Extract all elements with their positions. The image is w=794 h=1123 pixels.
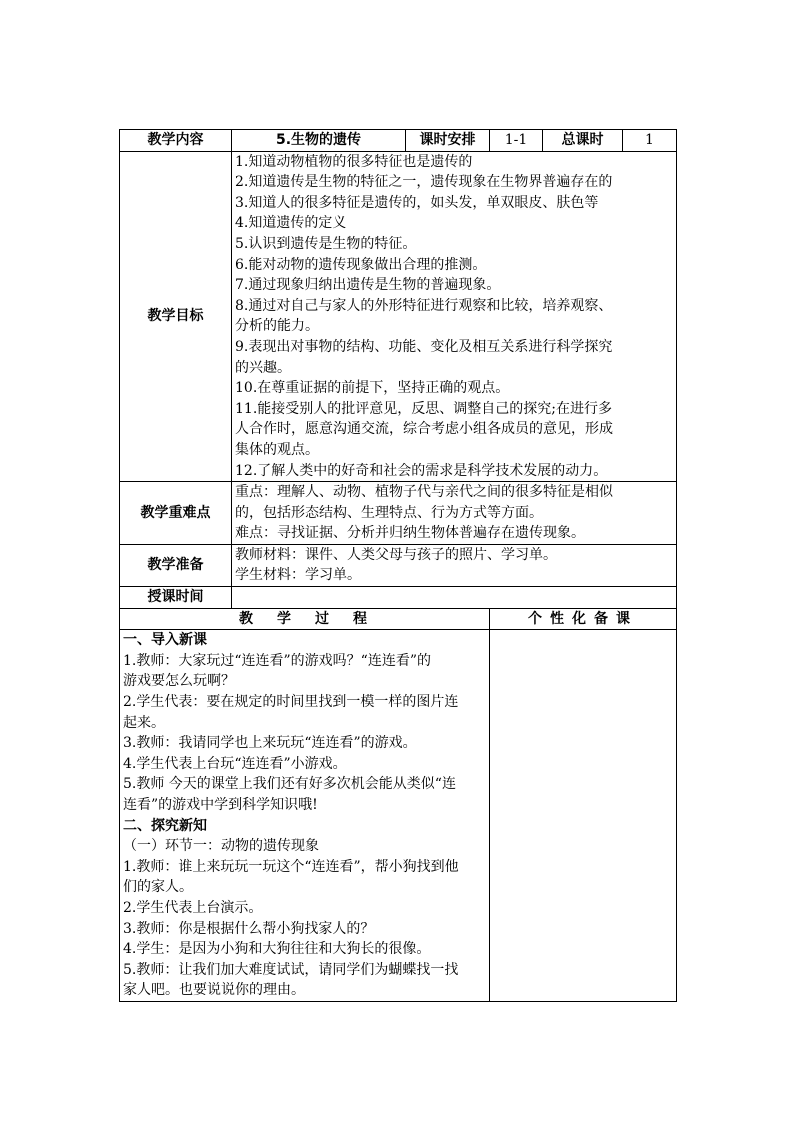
objective-line: 4.知道遗传的定义 [235,215,347,232]
time-value [232,587,677,609]
objective-line: 11.能接受别人的批评意见，反思、调整自己的探究;在进行多 [235,400,612,417]
process-line: 4.学生：是因为小狗和大狗往往和大狗长的很像。 [123,941,431,958]
process-line: 2.学生代表上台演示。 [123,899,263,916]
objective-line: 7.通过现象归纳出遗传是生物的普遍现象。 [235,277,501,294]
key-point-line: 难点：寻找证据、分析并归纳生物体普遍存在遗传现象。 [235,525,585,542]
process-line: （一）环节一：动物的遗传现象 [123,838,319,855]
process-line: 5.教师 今天的课堂上我们还有好多次机会能从类似“连 [123,776,456,793]
side-notes-title: 个性化备课 [490,608,677,630]
process-line: 3.教师：你是根据什么帮小狗找家人的？ [123,920,375,937]
schedule-value: 1-1 [490,130,543,152]
lesson-plan-table [119,129,677,1002]
preparation-content [232,544,677,586]
objective-line: 9.表现出对事物的结构、功能、变化及相互关系进行科学探究 [235,338,613,355]
time-row [120,587,677,609]
section-heading: 一、导入新课 [123,632,207,649]
objective-line: 5.认识到遗传是生物的特征。 [235,235,417,252]
content-value: 5.生物的遗传 [232,130,406,152]
objective-line: 集体的观点。 [235,441,319,458]
content-label: 教学内容 [120,130,232,152]
objectives-content [232,151,677,482]
objective-line: 分析的能力。 [235,318,319,335]
objective-line: 的兴趣。 [235,359,291,376]
objectives-label: 教学目标 [120,151,232,482]
objectives-row [120,151,677,482]
process-line: 连看”的游戏中学到科学知识哦! [123,797,318,813]
process-line: 1.教师：大家玩过“连连看”的游戏吗？“连连看”的 [123,652,431,669]
objective-line: 12.了解人类中的好奇和社会的需求是科学技术发展的动力。 [235,462,608,479]
key-point-line: 重点：理解人、动物、植物子代与亲代之间的很多特征是相似 [235,484,613,501]
process-title: 教学过程 [120,608,490,630]
process-line: 游戏要怎么玩啊？ [123,673,235,690]
process-line: 3.教师：我请同学也上来玩玩“连连看”的游戏。 [123,735,417,752]
preparation-label: 教学准备 [120,544,232,586]
time-label: 授课时间 [120,587,232,609]
objective-line: 8.通过对自己与家人的外形特征进行观察和比较，培养观察、 [235,297,613,314]
total-label: 总课时 [543,130,623,152]
key-points-row [120,482,677,545]
key-points-content [232,482,677,545]
schedule-label: 课时安排 [406,130,490,152]
lesson-plan-page [119,129,676,1002]
process-line: 4.学生代表上台玩“连连看”小游戏。 [123,755,347,772]
section-heading: 二、探究新知 [123,817,207,834]
total-value: 1 [623,130,677,152]
key-points-label: 教学重难点 [120,482,232,545]
process-line: 5.教师：让我们加大难度试试，请同学们为蝴蝶找一找 [123,961,459,978]
process-body-row [120,630,677,1002]
objective-line: 1.知道动物植物的很多特征也是遗传的 [235,153,473,170]
key-point-line: 的，包括形态结构、生理特点、行为方式等方面。 [235,504,543,521]
preparation-line: 学生材料：学习单。 [235,567,361,584]
objective-line: 10.在尊重证据的前提下，坚持正确的观点。 [235,380,510,397]
objective-line: 人合作时，愿意沟通交流，综合考虑小组各成员的意见，形成 [235,421,613,438]
side-notes-content [490,630,677,1002]
preparation-row [120,544,677,586]
process-line: 1.教师：谁上来玩玩一玩这个“连连看”，帮小狗找到他 [123,858,459,875]
process-line: 起来。 [123,714,165,731]
preparation-line: 教师材料：课件、人类父母与孩子的照片、学习单。 [235,546,557,563]
objective-line: 6.能对动物的遗传现象做出合理的推测。 [235,256,487,273]
objective-line: 3.知道人的很多特征是遗传的，如头发，单双眼皮、肤色等 [235,194,599,211]
objective-line: 2.知道遗传是生物的特征之一，遗传现象在生物界普遍存在的 [235,174,613,191]
process-line: 2.学生代表：要在规定的时间里找到一模一样的图片连 [123,694,459,711]
process-line: 家人吧。也要说说你的理由。 [123,982,305,999]
process-content [120,630,490,1002]
process-line: 们的家人。 [123,879,193,896]
process-title-row [120,608,677,630]
header-row [120,130,677,152]
